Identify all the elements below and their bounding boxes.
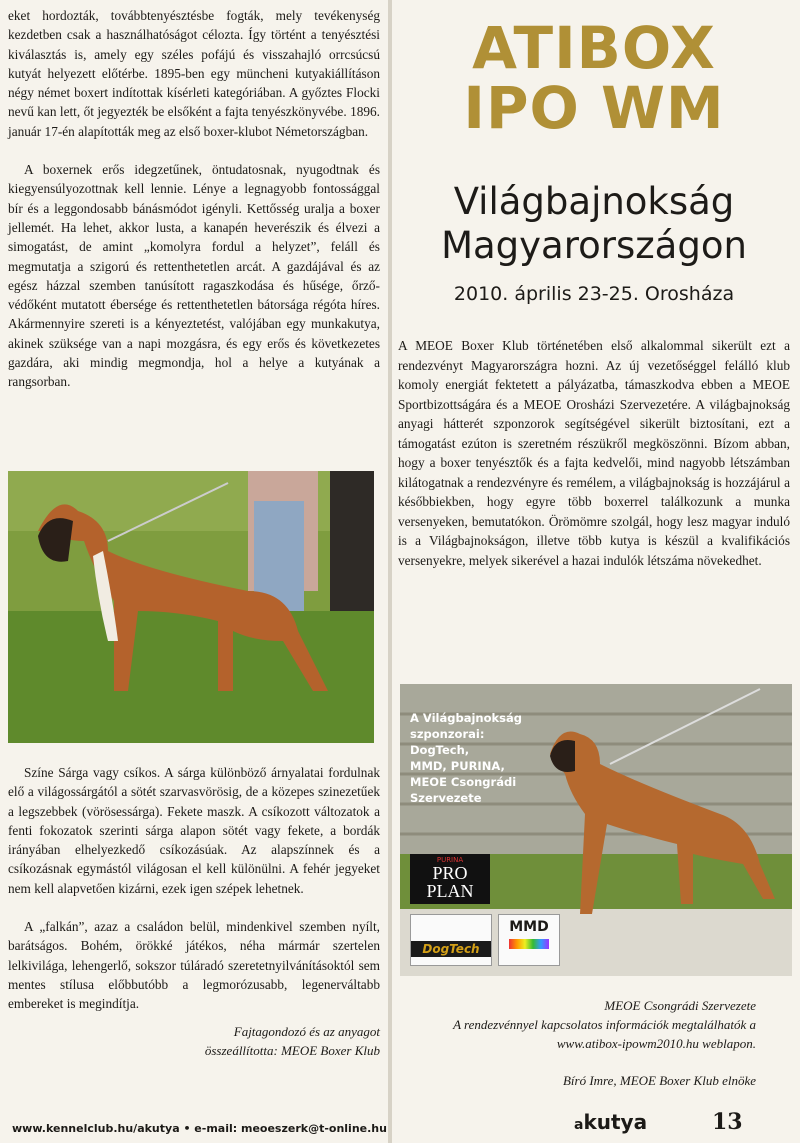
proplan-logo	[410, 854, 490, 904]
left-column	[8, 6, 380, 392]
credit-line-2: összeállította: MEOE Boxer Klub	[204, 1042, 380, 1058]
subtitle-line-2: Magyarországon	[441, 224, 747, 267]
right-column	[398, 0, 790, 570]
subtitle-line-1: Világbajnokság	[453, 180, 735, 223]
event-body-text: A MEOE Boxer Klub történetében első alkalommal sikerült ezt a rendezvényt Magyarországra hozni. Az új vezetőséggel felálló klub komoly energiát fektetett a pályázatba, támaszkodva ebben a MEOE Sportbizottságára és a MEOE Orosházi Szervezetére. A világbajnokság anyagi hátterét szponzorok segítségével sikerült biztosítani, ezt a támogatást ezúton is szeretném részükről megköszönni. Bízom abban, hogy a boxer tenyésztők és a fajta kedvelői, mind nagyobb létszámban kilátogatnak a rendezvényre és remélem, a világbajnokság is hozzájárul a későbbiekben, hogy egyre több boxerrel találkozunk a munka versenyeken, bemutatókon. Örömömre szolgál, hogy lesz magyar induló is a Világbajnokságon, illetve több kutya is készül a kvalifikációs versenyekre, melyek sikerével a hazai indulók létszáma növekedhet.	[398, 338, 790, 568]
pro-label: PRO	[432, 863, 468, 883]
event-dateline: 2010. április 23-25. Orosháza	[453, 283, 735, 305]
sponsor-photo-box	[400, 684, 792, 976]
sponsor-3: MEOE Csongrádi	[410, 775, 517, 789]
sponsor-1: DogTech,	[410, 743, 470, 757]
dogtech-logo	[410, 914, 492, 966]
headline-line-2: IPO WM	[463, 74, 725, 142]
website-line: www.atibox-ipowm2010.hu weblapon.	[556, 1036, 756, 1051]
mmd-logo	[498, 914, 560, 966]
magazine-logo	[574, 1110, 647, 1134]
headline-line-1: ATIBOX	[472, 14, 716, 82]
magazine-a: a	[574, 1117, 584, 1133]
info-line: A rendezvénnyel kapcsolatos információk megtalálhatók a	[453, 1017, 756, 1032]
mmd-label: MMD	[509, 919, 549, 935]
paragraph-history: eket hordozták, továbbtenyésztésbe fogták, mely tevékenység kezdetben csak a használhatóságot célozta. Így történt a tenyésztési kiválasztás is, amely egy széles pofájú és visszahajló orrcsúcsú kutyát helyezett előtérbe. 1895-ben egy müncheni kutyakiállításon négy német boxert indítottak kísérleti kategóriában. A győztes Flocki nevű kan lett, őt jegyezték be elsőként a fajta tenyészkönyvébe. 1896. január 17-én alapították meg az első boxer-klubot Németországban.	[8, 8, 380, 139]
right-footer	[400, 996, 756, 1090]
mmd-color-bar	[509, 939, 549, 949]
paragraph-family: A „falkán”, azaz a családon belül, mindenkivel szemben nyílt, barátságos. Bohém, örökké játékos, néha mármár szertelen lelkivilága, lehengerlő, sokszor túláradó szeretetnyilvánításoktól sem mentes stílusa előbbutóbb a legmorózusabb, legenerváltabb embereket is megindítja.	[8, 919, 380, 1012]
paragraph-temperament: A boxernek erős idegzetűnek, öntudatosnak, nyugodtnak és kiegyensúlyozottnak kell lennie. Lénye a legnagyobb fontossággal bír és a leggondosabb bánásmódot igényli. Kettősség uralja a boxer jellemét. Ha lehet, akkor lusta, a kanapén heverészik és élvezi a simogatást, de amint „komolyra fordul a helyzet”, feláll és megmutatja a szigorú és rettenthetetlen arcát. A gazdájával és az egész házzal szemben tanúsított ragaszkodása és hűsége, őrző-védőként mutatott ébersége és rettenthetetlen bátorsága régóta híres. Akármennyire szereti is a kényeztetést, valójában egy munkakutya, akinek szüksége van a napi mozgásra, és egy erős és következetes gazdára, aki mindig megmondja, hol a helye a kutyának a rangsorban.	[8, 162, 380, 390]
left-column-lower	[8, 763, 380, 1066]
signature-line: Bíró Imre, MEOE Boxer Klub elnöke	[562, 1073, 756, 1088]
sponsor-2: MMD, PURINA,	[410, 759, 505, 773]
sponsors-title: A Világbajnokság szponzorai:	[410, 711, 522, 741]
magazine-name: kutya	[583, 1110, 648, 1134]
sponsor-list	[410, 710, 540, 806]
boxer-photo-left	[8, 471, 374, 743]
plan-label: PLAN	[426, 881, 474, 901]
page-number: 13	[712, 1109, 743, 1135]
organizer-line: MEOE Csongrádi Szervezete	[604, 998, 756, 1013]
sponsor-4: Szervezete	[410, 791, 482, 805]
column-divider	[388, 0, 392, 1143]
purina-label: PURINA	[436, 856, 464, 864]
credit-line-1: Fajtagondozó és az anyagot	[233, 1023, 380, 1039]
footer-url: www.kennelclub.hu/akutya • e-mail: meoeszerk@t-online.hu	[12, 1122, 387, 1135]
paragraph-color: Színe Sárga vagy csíkos. A sárga különböző árnyalatai fordulnak elő a világossárgától a sötét szarvasvörösig, de a közepes szinezetűek a legszebbek (vörösessárga). Fekete maszk. A csíkozott változatok a fenti fokozatok szerinti sárga alapon sötét vagy fekete, a bordák irányában elhelyezkedő csíkozásúak. Az alapszínnek és a csíkozásnak egymástól világosan el kell különülni. A fehér jegyeket nem kell alapvetően kizárni, ezek igen szépek lehetnek.	[8, 765, 380, 896]
dogtech-label: DogTech	[411, 941, 491, 957]
